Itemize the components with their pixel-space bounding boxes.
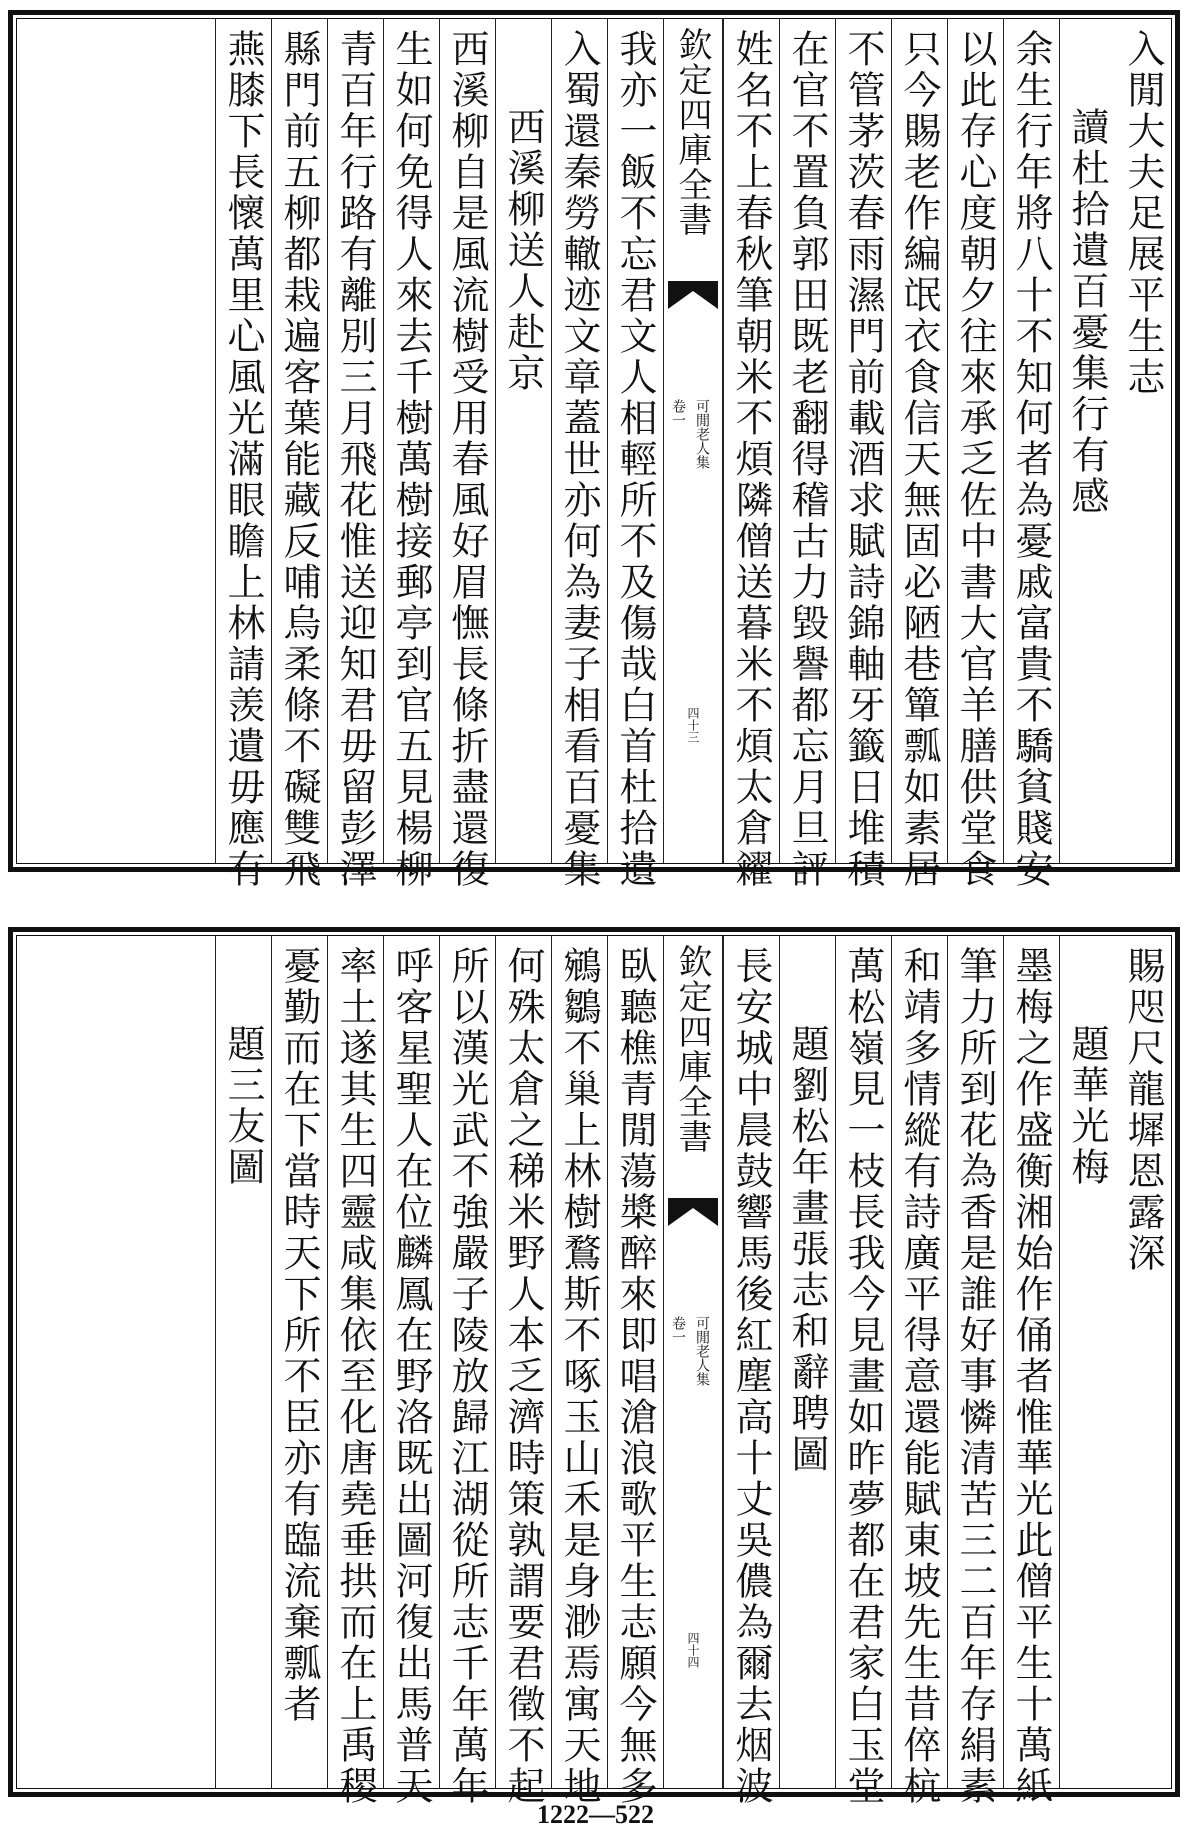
- poem-title: 題華光梅: [1065, 1024, 1109, 1188]
- strip-title: 欽定四庫全書: [672, 27, 712, 237]
- column-text: 和靖多情縱有詩廣平得意還能賦東坡先生昔倅杭: [897, 946, 941, 1807]
- text-column: [1115, 936, 1171, 1788]
- column-text: 賜咫尺龍墀恩露深: [1121, 946, 1165, 1274]
- column-text: 萬松嶺見一枝長我今見畫如昨夢都在君家白玉堂: [841, 946, 885, 1807]
- text-column: [1115, 19, 1171, 863]
- column-text: 入閒大夫足展平生志: [1121, 29, 1165, 398]
- text-column: [607, 19, 663, 890]
- column-text: 鵷鶵不巢上林樹鶩斯不啄玉山禾是身渺焉寓天地: [557, 946, 601, 1807]
- column-text: 入蜀還秦勞轍迹文章蓋世亦何為妻子相看百憂集: [557, 29, 601, 890]
- text-column: [439, 936, 495, 1807]
- column-text: 墨梅之作盛衡湘始作俑者惟華光此僧平生十萬紙: [1009, 946, 1053, 1807]
- column-text: 何殊太倉之稊米野人本乏濟時策孰謂要君徵不起: [501, 946, 545, 1807]
- fish-tail-mark-icon: [668, 281, 718, 309]
- text-column: [271, 19, 327, 890]
- page-center-strip: [663, 19, 723, 863]
- text-column: [495, 936, 551, 1807]
- text-column: [327, 936, 383, 1807]
- text-column: [779, 19, 835, 890]
- text-column: [383, 936, 439, 1807]
- text-column: [215, 19, 271, 890]
- fish-tail-mark-icon: [668, 1198, 718, 1226]
- column-text: 呼客星聖人在位麟鳳在野洛既出圖河復出馬普天: [389, 946, 433, 1807]
- column-text: 以此存心度朝夕往來承乏佐中書大官羊膳供堂食: [953, 29, 997, 890]
- text-column: [723, 19, 779, 890]
- strip-volume: 卷一: [670, 1316, 686, 1344]
- text-column: [891, 936, 947, 1807]
- text-column: [439, 19, 495, 890]
- text-column: [947, 19, 1003, 890]
- text-column: [551, 19, 607, 890]
- page-bottom: [8, 927, 1180, 1807]
- text-column: [835, 19, 891, 890]
- column-text: 我亦一飯不忘君文人相輕所不及傷哉白首杜拾遺: [613, 29, 657, 890]
- column-text: 生如何免得人來去千樹萬樹接郵亭到官五見楊柳: [389, 29, 433, 890]
- text-column: [1059, 936, 1115, 1788]
- page-top-frame: [16, 18, 1172, 890]
- page-footer-number: 1222—522: [537, 1800, 654, 1829]
- strip-volume: 卷一: [670, 399, 686, 427]
- column-text: 只今賜老作編氓衣食信天無固必陋巷簞瓢如素居: [897, 29, 941, 890]
- column-text: 不管茅茨春雨濕門前載酒求賦詩錦軸牙籤日堆積: [841, 29, 885, 890]
- strip-page-number: 四十三: [686, 707, 700, 743]
- text-column: [495, 19, 551, 863]
- column-text: 青百年行路有離別三月飛花惟送迎知君毋留彭澤: [333, 29, 377, 890]
- column-text: 憂勤而在下當時天下所不臣亦有臨流棄瓢者: [277, 946, 321, 1725]
- poem-title: 題劉松年畫張志和辭聘圖: [785, 1024, 829, 1475]
- text-column: [1003, 936, 1059, 1807]
- poem-title: 題三友圖: [221, 1024, 265, 1188]
- text-column: [723, 936, 779, 1807]
- strip-book-name: 可閒老人集: [694, 1316, 710, 1386]
- text-column: [607, 936, 663, 1807]
- text-column: [551, 936, 607, 1807]
- text-column: [947, 936, 1003, 1807]
- page-bottom-frame: [16, 935, 1172, 1807]
- text-column: [779, 936, 835, 1788]
- column-text: 姓名不上春秋筆朝米不煩隣僧送暮米不煩太倉糴: [729, 29, 773, 890]
- page-top: [8, 10, 1180, 890]
- column-text: 燕膝下長懷萬里心風光滿眼瞻上林請羡遺毋應有: [221, 29, 265, 890]
- column-text: 長安城中晨鼓響馬後紅塵高十丈吳儂為爾去烟波: [729, 946, 773, 1807]
- text-column: [271, 936, 327, 1788]
- column-text: 筆力所到花為香是誰好事憐清苦三二百年存絹素: [953, 946, 997, 1807]
- column-text: 所以漢光武不強嚴子陵放歸江湖從所志千年萬年: [445, 946, 489, 1807]
- poem-title: 西溪柳送人赴京: [501, 107, 545, 394]
- column-text: 余生行年將八十不知何者為憂戚富貴不驕貧賤安: [1009, 29, 1053, 890]
- text-column: [327, 19, 383, 890]
- text-column: [383, 19, 439, 890]
- poem-title: 讀杜拾遺百憂集行有感: [1065, 107, 1109, 517]
- column-text: 在官不置負郭田既老翻得稽古力毀譽都忘月旦評: [785, 29, 829, 890]
- strip-book-name: 可閒老人集: [694, 399, 710, 469]
- column-text: 西溪柳自是風流樹受用春風好眉憮長條折盡還復: [445, 29, 489, 890]
- strip-title: 欽定四庫全書: [672, 944, 712, 1154]
- text-column: [215, 936, 271, 1788]
- text-column: [1003, 19, 1059, 890]
- text-column: [835, 936, 891, 1807]
- column-text: 縣門前五柳都栽遍客葉能藏反哺烏柔條不礙雙飛: [277, 29, 321, 890]
- column-text: 率土遂其生四靈咸集依至化唐堯垂拱而在上禹稷: [333, 946, 377, 1807]
- page-center-strip: [663, 936, 723, 1788]
- text-column: [891, 19, 947, 890]
- strip-page-number: 四十四: [686, 1632, 700, 1668]
- column-text: 臥聽樵青閒蕩槳醉來即唱滄浪歌平生志願今無多: [613, 946, 657, 1807]
- text-column: [1059, 19, 1115, 863]
